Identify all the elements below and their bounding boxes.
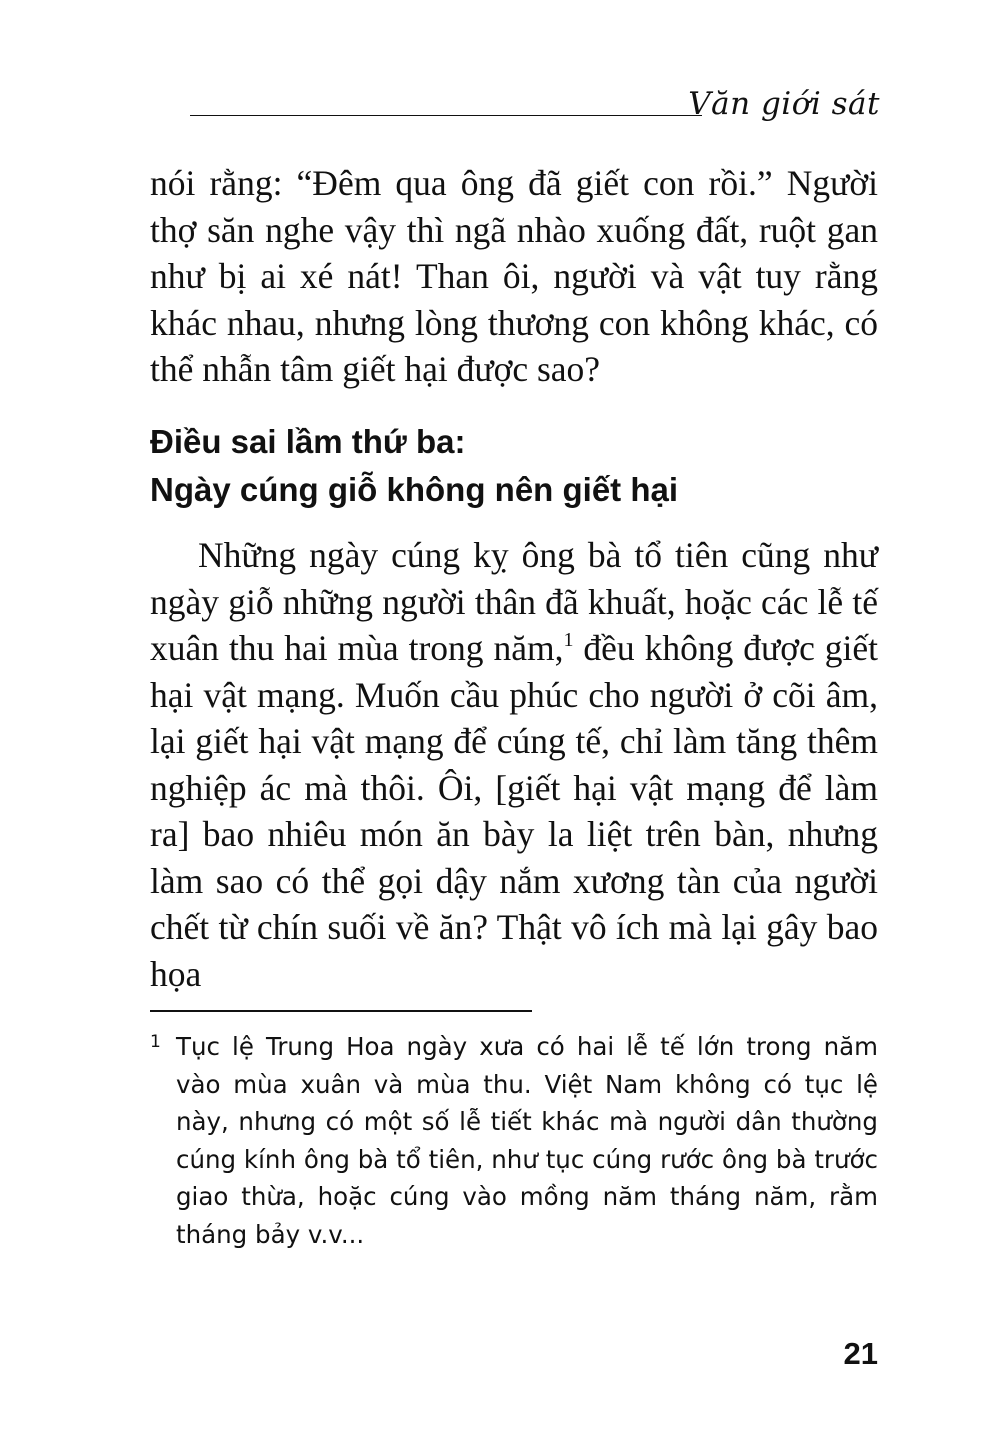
running-head	[190, 78, 880, 120]
section-heading-line-2: Ngày cúng giỗ không nên giết hại	[150, 471, 679, 508]
header-rule	[190, 115, 702, 116]
section-heading-line-1: Điều sai lầm thứ ba:	[150, 423, 466, 460]
footnote-text: Tục lệ Trung Hoa ngày xưa có hai lễ tế lớn trong năm vào mùa xuân và mùa thu. Việt Nam không có tục lệ này, nhưng có một số lễ tiết khác mà người dân thường cúng kính ông bà tổ tiên, như tục cúng rước ông bà trước giao thừa, hoặc cúng vào mồng năm tháng năm, rằm tháng bảy v.v...	[176, 1032, 878, 1249]
footnote-marker: 1	[150, 1032, 161, 1052]
footnote-reference: 1	[563, 629, 574, 651]
page-number: 21	[843, 1336, 878, 1371]
paragraph-text-after-note: đều không được giết hại vật mạng. Muốn cầu phúc cho người ở cõi âm, lại giết hại vật mạng để cúng tế, chỉ làm tăng thêm nghiệp ác mà thôi. Ôi, [giết hại vật mạng để làm ra] bao nhiêu món ăn bày la liệt trên bàn, nhưng làm sao có thể gọi dậy nắm xương tàn của người chết từ chín suối về ăn? Thật vô ích mà lại gây bao họa	[150, 628, 878, 994]
paragraph-continued: nói rằng: “Đêm qua ông đã giết con rồi.” Người thợ săn nghe vậy thì ngã nhào xuống đất, ruột gan như bị ai xé nát! Than ôi, người và vật tuy rằng khác nhau, nhưng lòng thương con không khác, có thể nhẫn tâm giết hại được sao?	[150, 163, 878, 389]
footnote	[150, 1028, 878, 1253]
paragraph-text-before-note: Những ngày cúng kỵ ông bà tổ tiên cũng như ngày giỗ những người thân đã khuất, hoặc các lễ tế xuân thu hai mùa trong năm,	[150, 535, 878, 668]
paragraph-body	[150, 532, 878, 997]
footnote-separator	[150, 1010, 532, 1012]
running-head-title: Văn giới sát	[688, 86, 880, 122]
